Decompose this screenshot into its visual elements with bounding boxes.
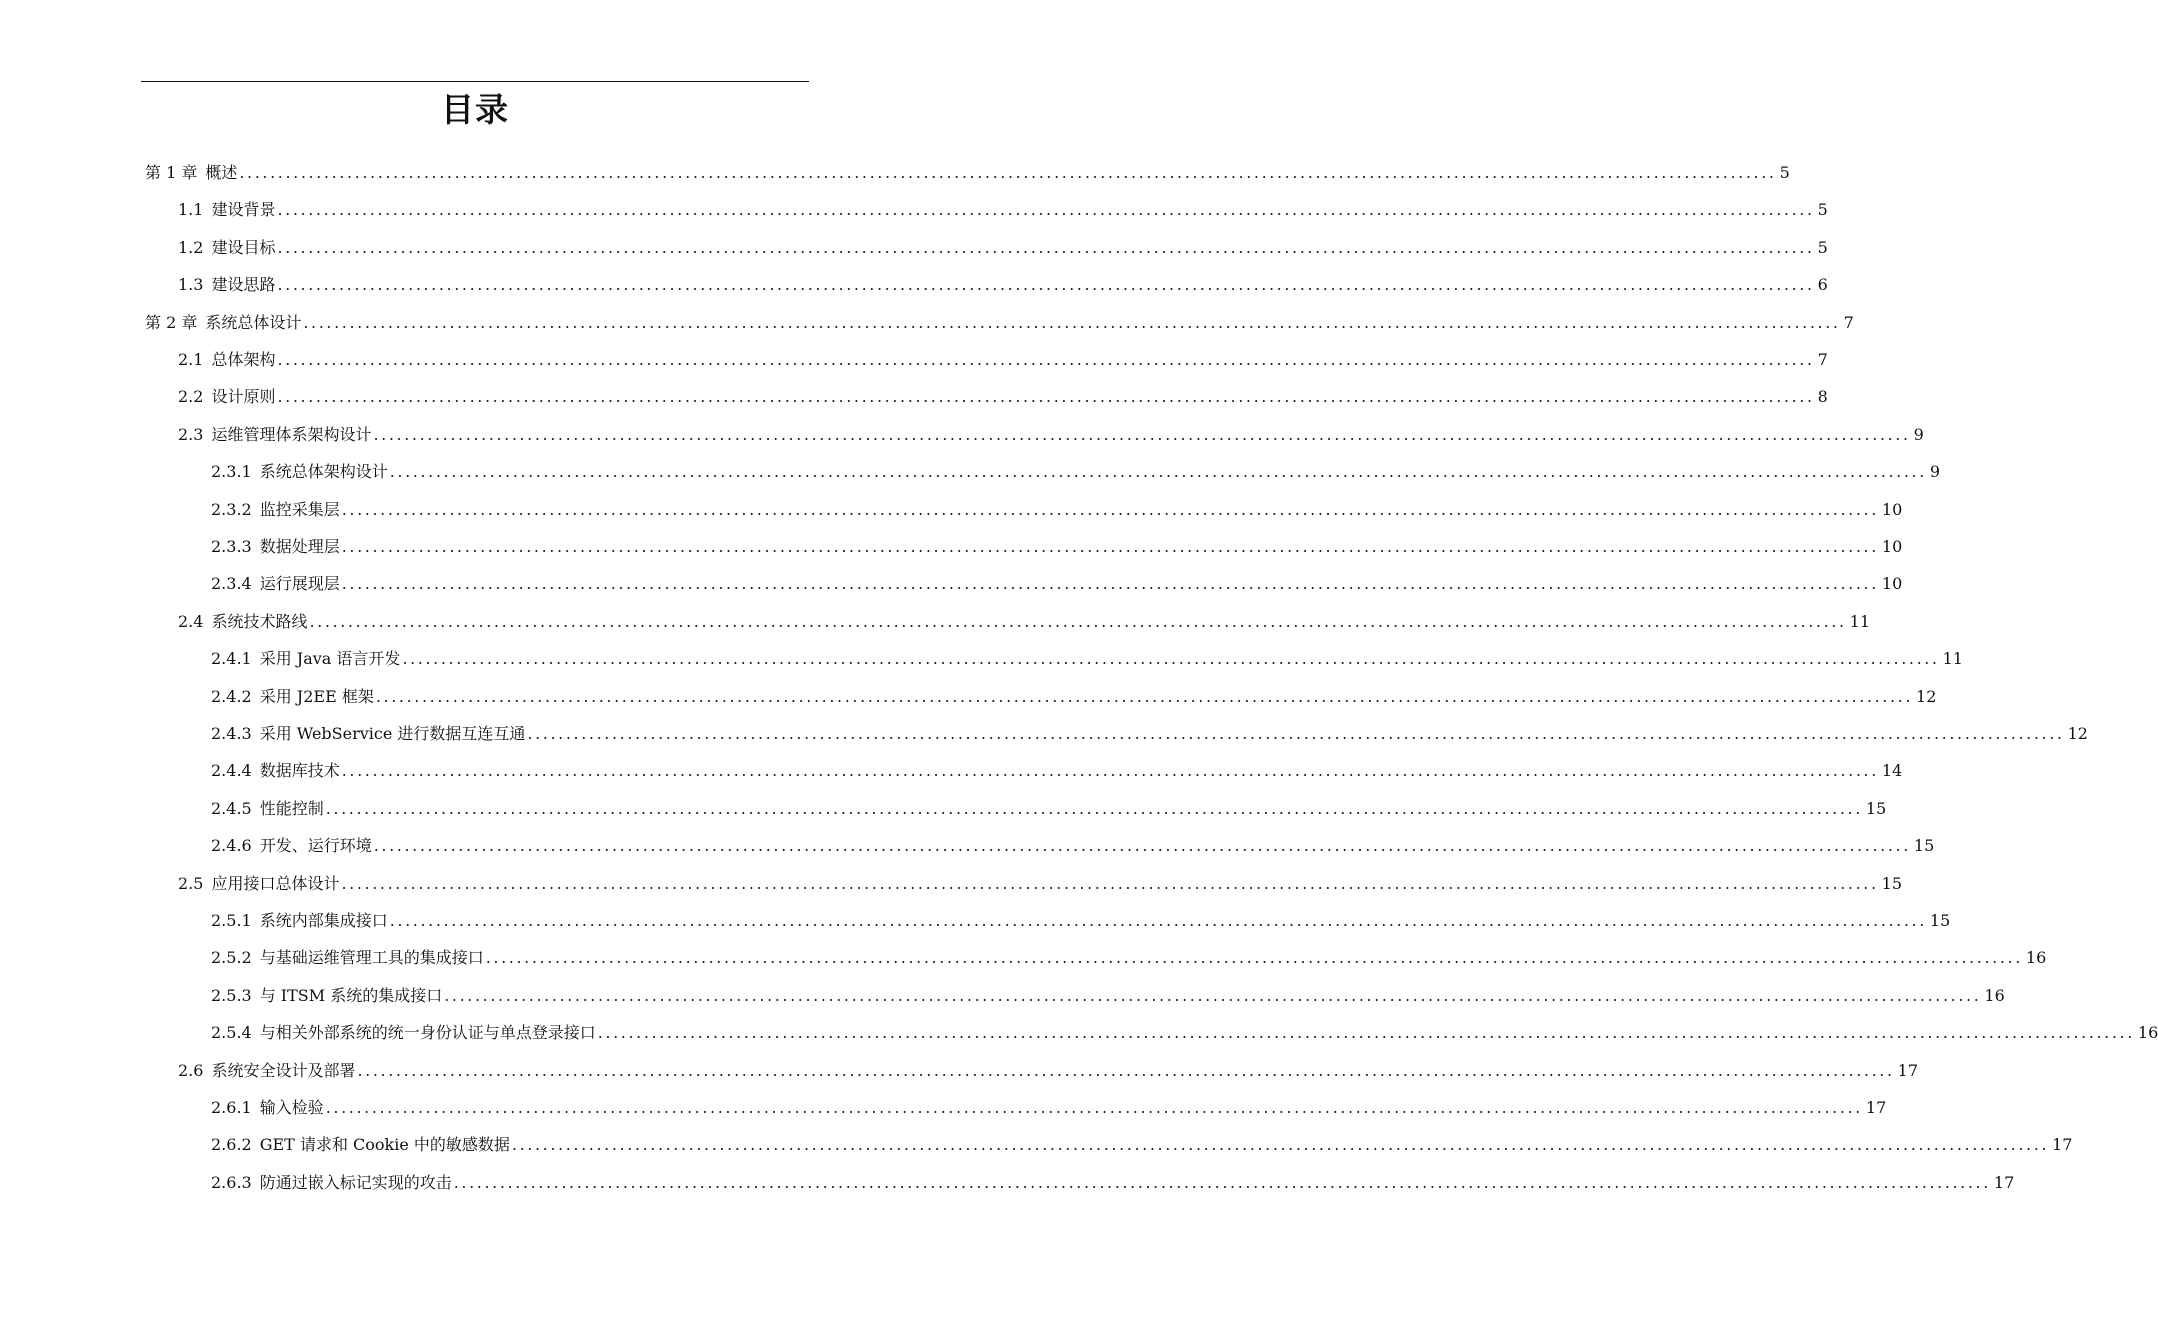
toc-dot-leader: ........................................................................................................................................................................................................ — [309, 611, 1847, 631]
toc-entry[interactable] — [178, 335, 1828, 371]
toc-entry-number: 第 1 章 — [145, 163, 198, 182]
toc-entry[interactable] — [211, 971, 2005, 1007]
toc-entry-page-number: 5 — [1779, 163, 1790, 182]
toc-entry-page-number: 7 — [1817, 350, 1828, 369]
toc-entry-page-number: 17 — [1897, 1060, 1919, 1080]
toc-entry-number: 2.4.5 — [211, 798, 252, 818]
toc-entry-title: 系统总体架构设计 — [259, 462, 388, 482]
toc-entry[interactable] — [211, 1158, 2015, 1194]
toc-dot-leader: ........................................................................................................................................................................................................ — [277, 237, 1815, 257]
toc-entry-number: 2.3.3 — [211, 537, 252, 556]
toc-dot-leader: ........................................................................................................................................................................................................ — [511, 1135, 2050, 1155]
toc-dot-leader: ........................................................................................................................................................................................................ — [341, 761, 1879, 781]
toc-dot-leader: ........................................................................................................................................................................................................ — [341, 537, 1879, 556]
toc-dot-leader: ........................................................................................................................................................................................................ — [527, 724, 2065, 743]
toc-entry-title: 运维管理体系架构设计 — [211, 424, 372, 444]
toc-entry[interactable] — [211, 485, 1903, 521]
toc-entry-number: 2.6.2 — [211, 1135, 252, 1155]
toc-entry[interactable] — [178, 1046, 1919, 1082]
toc-dot-leader: ........................................................................................................................................................................................................ — [389, 911, 1927, 930]
toc-entry-title: 与 ITSM 系统的集成接口 — [259, 985, 443, 1005]
toc-entry[interactable] — [178, 223, 1828, 259]
toc-entry-title: 与相关外部系统的统一身份认证与单点登录接口 — [259, 1023, 596, 1043]
toc-entry-number: 2.5.2 — [211, 948, 252, 968]
toc-entry-number: 2.2 — [178, 387, 204, 407]
toc-entry-number: 2.4.4 — [211, 761, 252, 781]
toc-entry-number: 2.6.1 — [211, 1098, 252, 1117]
toc-entry-title: 与基础运维管理工具的集成接口 — [259, 948, 484, 968]
toc-entry-page-number: 11 — [1942, 649, 1963, 669]
toc-entry-title: GET 请求和 Cookie 中的敏感数据 — [259, 1135, 510, 1155]
toc-entry[interactable] — [211, 1083, 1887, 1119]
toc-entry[interactable] — [178, 260, 1828, 296]
toc-entry[interactable] — [211, 559, 1903, 595]
toc-entry-page-number: 15 — [1929, 911, 1951, 930]
toc-entry-page-number: 16 — [1984, 985, 2005, 1005]
toc-dot-leader: ........................................................................................................................................................................................................ — [444, 985, 1982, 1005]
toc-entry-title: 概述 — [205, 163, 238, 182]
toc-dot-leader: ........................................................................................................................................................................................................ — [373, 424, 1911, 444]
toc-entry[interactable] — [145, 298, 1854, 334]
toc-entry-number: 2.5.4 — [211, 1023, 252, 1043]
toc-entry-number: 2.1 — [178, 350, 204, 369]
toc-entry-title: 采用 J2EE 框架 — [259, 686, 374, 706]
toc-dot-leader: ........................................................................................................................................................................................................ — [453, 1172, 1991, 1192]
toc-entry-title: 系统总体设计 — [205, 312, 302, 332]
toc-entry-number: 1.1 — [178, 200, 204, 220]
toc-dot-leader: ........................................................................................................................................................................................................ — [341, 499, 1879, 519]
toc-entry-page-number: 10 — [1881, 537, 1903, 556]
toc-dot-leader: ........................................................................................................................................................................................................ — [277, 350, 1815, 369]
toc-entry[interactable] — [178, 597, 1871, 633]
toc-entry[interactable] — [211, 672, 1937, 708]
toc-entry[interactable] — [145, 148, 1790, 184]
toc-entry-number: 2.4.3 — [211, 724, 252, 743]
toc-entry-page-number: 16 — [2025, 948, 2047, 968]
toc-entry-number: 2.6 — [178, 1060, 204, 1080]
toc-entry-number: 2.3.2 — [211, 499, 252, 519]
toc-entry-page-number: 17 — [2052, 1135, 2073, 1155]
toc-entry-number: 2.4.1 — [211, 649, 252, 669]
toc-entry-number: 1.2 — [178, 237, 204, 257]
toc-entry-title: 总体架构 — [211, 350, 276, 369]
toc-entry-title: 数据库技术 — [259, 761, 340, 781]
toc-dot-leader: ........................................................................................................................................................................................................ — [375, 686, 1914, 706]
toc-entry[interactable] — [211, 896, 1951, 932]
toc-entry[interactable] — [211, 746, 1903, 782]
toc-entry-number: 1.3 — [178, 275, 204, 295]
toc-entry-page-number: 15 — [1865, 798, 1887, 818]
toc-dot-leader: ........................................................................................................................................................................................................ — [341, 574, 1879, 594]
toc-entry-title: 开发、运行环境 — [259, 836, 372, 856]
toc-entry-title: 采用 Java 语言开发 — [259, 649, 401, 669]
toc-entry-number: 2.6.3 — [211, 1172, 252, 1192]
toc-entry-page-number: 11 — [1849, 611, 1871, 631]
toc-dot-leader: ........................................................................................................................................................................................................ — [277, 275, 1815, 295]
toc-entry[interactable] — [178, 859, 1903, 895]
toc-entry-page-number: 12 — [2067, 724, 2088, 743]
toc-entry-page-number: 10 — [1881, 574, 1903, 594]
toc-entry-number: 2.5 — [178, 873, 204, 893]
toc-entry[interactable] — [178, 410, 1924, 446]
toc-entry-title: 采用 WebService 进行数据互连互通 — [259, 724, 526, 743]
toc-entry-number: 2.4.6 — [211, 836, 252, 856]
page-title: 目录 — [441, 90, 509, 129]
toc-entry[interactable] — [211, 821, 1935, 857]
toc-entry-page-number: 6 — [1817, 275, 1828, 295]
toc-entry[interactable] — [211, 522, 1903, 558]
toc-entry-title: 监控采集层 — [259, 499, 340, 519]
toc-dot-leader: ........................................................................................................................................................................................................ — [389, 462, 1927, 482]
toc-dot-leader: ........................................................................................................................................................................................................ — [325, 798, 1863, 818]
toc-entry-title: 建设背景 — [211, 200, 276, 220]
toc-entry-page-number: 5 — [1817, 237, 1828, 257]
toc-entry-number: 2.4.2 — [211, 686, 252, 706]
toc-entry-number: 第 2 章 — [145, 312, 198, 332]
toc-entry-title: 应用接口总体设计 — [211, 873, 340, 893]
toc-entry-page-number: 16 — [2137, 1023, 2158, 1043]
toc-entry-page-number: 7 — [1843, 312, 1854, 332]
toc-dot-leader: ........................................................................................................................................................................................................ — [485, 948, 2023, 968]
toc-dot-leader: ........................................................................................................................................................................................................ — [402, 649, 1940, 669]
toc-entry-page-number: 17 — [1865, 1098, 1887, 1117]
toc-entry[interactable] — [211, 1008, 2158, 1044]
toc-dot-leader: ........................................................................................................................................................................................................ — [597, 1023, 2135, 1043]
toc-entry-page-number: 12 — [1916, 686, 1937, 706]
toc-entry-page-number: 8 — [1817, 387, 1828, 407]
toc-dot-leader: ........................................................................................................................................................................................................ — [325, 1098, 1863, 1117]
toc-entry-page-number: 14 — [1881, 761, 1903, 781]
toc-entry-title: 数据处理层 — [259, 537, 340, 556]
toc-entry-page-number: 17 — [1993, 1172, 2015, 1192]
toc-entry-title: 系统内部集成接口 — [259, 911, 388, 930]
toc-entry-number: 2.4 — [178, 611, 204, 631]
toc-entry-page-number: 15 — [1913, 836, 1935, 856]
toc-entry[interactable] — [178, 372, 1828, 408]
toc-entry-number: 2.5.1 — [211, 911, 252, 930]
toc-entry-number: 2.5.3 — [211, 985, 252, 1005]
toc-entry-page-number: 9 — [1929, 462, 1941, 482]
toc-entry-title: 输入检验 — [259, 1098, 324, 1117]
toc-entry-title: 设计原则 — [211, 387, 276, 407]
toc-entry-title: 建设目标 — [211, 237, 276, 257]
toc-dot-leader: ........................................................................................................................................................................................................ — [373, 836, 1911, 856]
toc-entry[interactable] — [211, 933, 2047, 969]
toc-entry-number: 2.3 — [178, 424, 204, 444]
toc-entry-title: 系统技术路线 — [211, 611, 308, 631]
toc-entry-page-number: 9 — [1913, 424, 1924, 444]
toc-dot-leader: ........................................................................................................................................................................................................ — [357, 1060, 1895, 1080]
toc-entry-title: 防通过嵌入标记实现的攻击 — [259, 1172, 452, 1192]
toc-entry-title: 性能控制 — [259, 798, 324, 818]
toc-entry-title: 建设思路 — [211, 275, 276, 295]
toc-entry[interactable] — [211, 709, 2088, 745]
toc-entry-page-number: 5 — [1817, 200, 1828, 220]
toc-entry-title: 系统安全设计及部署 — [211, 1060, 356, 1080]
toc-entry-page-number: 15 — [1881, 873, 1903, 893]
toc-entry[interactable] — [178, 185, 1828, 221]
toc-entry[interactable] — [211, 784, 1887, 820]
toc-entry-number: 2.3.1 — [211, 462, 252, 482]
toc-dot-leader: ........................................................................................................................................................................................................ — [341, 873, 1879, 893]
toc-entry[interactable] — [211, 1120, 2073, 1156]
toc-entry-page-number: 10 — [1881, 499, 1903, 519]
toc-entry[interactable] — [211, 634, 1963, 670]
toc-dot-leader: ........................................................................................................................................................................................................ — [277, 387, 1815, 407]
header-rule — [141, 81, 809, 82]
toc-dot-leader: ........................................................................................................................................................................................................ — [303, 312, 1841, 332]
toc-entry-number: 2.3.4 — [211, 574, 252, 594]
toc-entry[interactable] — [211, 447, 1941, 483]
toc-dot-leader: ........................................................................................................................................................................................................ — [277, 200, 1815, 220]
toc-entry-title: 运行展现层 — [259, 574, 340, 594]
toc-dot-leader: ........................................................................................................................................................................................................ — [239, 163, 1777, 182]
